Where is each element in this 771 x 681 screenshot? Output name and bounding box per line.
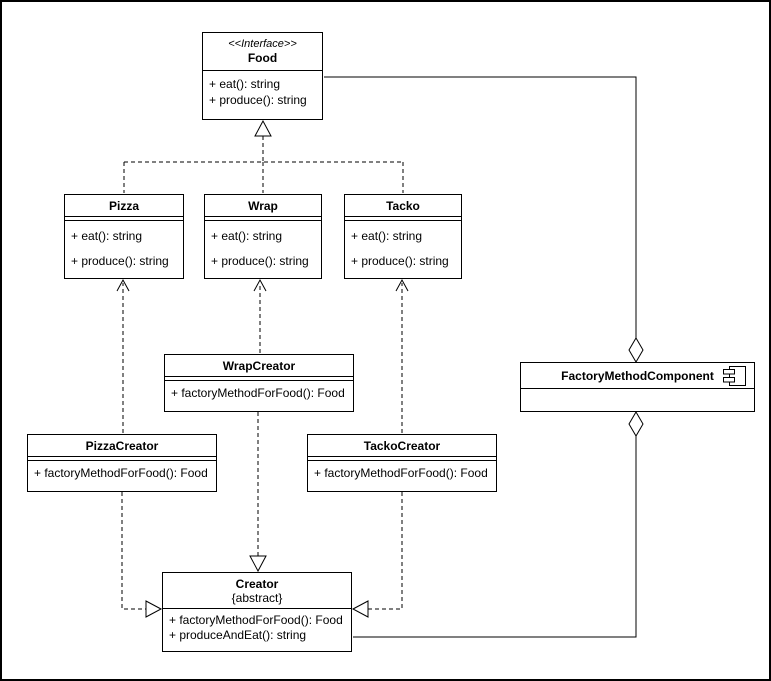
class-pizzacreator[interactable]	[27, 434, 217, 492]
class-tacko[interactable]	[344, 194, 462, 279]
class-food[interactable]	[202, 32, 323, 120]
method: + produce(): string	[351, 254, 449, 268]
component-icon	[723, 366, 746, 386]
open-arrow-pizza	[117, 280, 129, 291]
method: + factoryMethodForFood(): Food	[314, 466, 488, 480]
class-creator-name: Creator	[235, 577, 279, 591]
method: + produce(): string	[211, 254, 309, 268]
method: + produceAndEat(): string	[169, 628, 307, 642]
class-creator-header	[163, 573, 351, 609]
class-pizzacreator-name: PizzaCreator	[28, 435, 216, 457]
class-wrapcreator[interactable]	[164, 354, 354, 412]
class-pizza-methods	[65, 221, 183, 277]
class-tacko-methods	[345, 221, 461, 277]
aggregation-diamond-top	[629, 338, 643, 362]
class-tackocreator-methods	[308, 461, 496, 485]
method: + produce(): string	[71, 254, 169, 268]
class-creator[interactable]	[162, 572, 352, 652]
component-body	[521, 389, 754, 411]
connectors-layer	[2, 2, 771, 681]
class-food-name: Food	[247, 51, 278, 65]
aggregation-diamond-bottom	[629, 412, 643, 436]
method: + eat(): string	[209, 77, 281, 91]
abstract-label: {abstract}	[231, 591, 283, 605]
class-wrap-name: Wrap	[205, 195, 321, 217]
class-tackocreator[interactable]	[307, 434, 497, 492]
class-food-methods	[203, 71, 322, 113]
open-arrow-wrap	[254, 280, 266, 291]
class-tackocreator-name: TackoCreator	[308, 435, 496, 457]
method: + factoryMethodForFood(): Food	[169, 613, 343, 627]
method: + produce(): string	[209, 93, 307, 107]
method: + eat(): string	[211, 229, 283, 243]
method: + factoryMethodForFood(): Food	[171, 386, 345, 400]
class-wrap[interactable]	[204, 194, 322, 279]
open-arrow-tacko	[396, 280, 408, 291]
edge-foods-realize-food	[124, 136, 403, 193]
class-creator-methods	[163, 609, 351, 647]
component-factorymethodcomponent[interactable]	[520, 362, 755, 412]
class-wrapcreator-name: WrapCreator	[165, 355, 353, 377]
class-pizza-name: Pizza	[65, 195, 183, 217]
realization-triangle-creator-top	[250, 556, 266, 571]
method: + eat(): string	[351, 229, 423, 243]
class-tacko-name: Tacko	[345, 195, 461, 217]
class-wrapcreator-methods	[165, 381, 353, 405]
realization-triangle-creator-left	[146, 601, 161, 617]
class-food-header	[203, 33, 322, 71]
edge-tackocreator-extends-creator	[368, 492, 402, 609]
realization-triangle-food	[255, 121, 271, 136]
class-pizza[interactable]	[64, 194, 184, 279]
component-header	[521, 363, 754, 389]
class-wrap-methods	[205, 221, 321, 277]
stereotype-label: <<Interface>>	[228, 38, 297, 50]
class-pizzacreator-methods	[28, 461, 216, 485]
component-name: FactoryMethodComponent	[561, 369, 714, 383]
edge-pizzacreator-extends-creator	[122, 492, 146, 609]
method: + eat(): string	[71, 229, 143, 243]
realization-triangle-creator-right	[353, 601, 368, 617]
method: + factoryMethodForFood(): Food	[34, 466, 208, 480]
